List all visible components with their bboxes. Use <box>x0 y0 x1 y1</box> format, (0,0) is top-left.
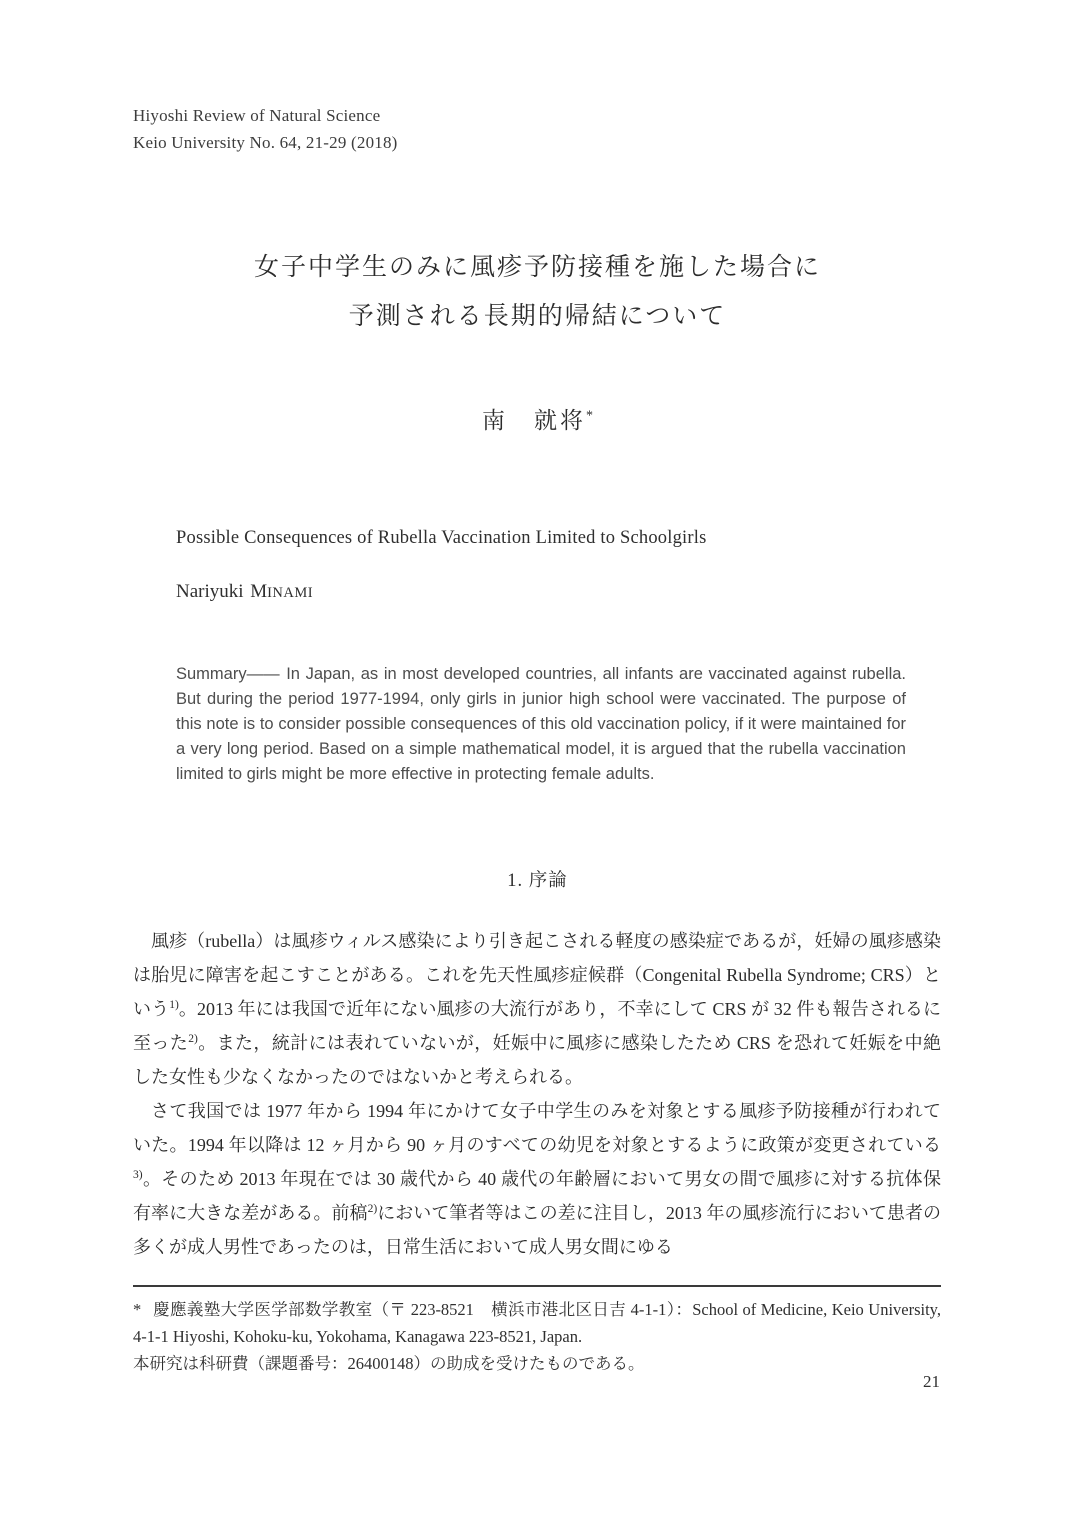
journal-name: Hiyoshi Review of Natural Science <box>133 106 381 125</box>
reference-mark-2b: 2) <box>367 1203 378 1215</box>
section-heading-introduction: 1. 序論 <box>507 871 568 891</box>
footnote-affiliation <box>133 1296 941 1350</box>
page-number: 21 <box>923 1372 940 1391</box>
author-family-initial: M <box>250 581 268 602</box>
paragraph-1-text-a: 風疹（rubella）は風疹ウィルス感染により引き起こされる軽度の感染症であるが，妊婦の風疹感染は胎児に障害を起こすことがある。これを先天性風疹症候群（Congenital Rubella Syndrome; CRS）という <box>133 931 941 1019</box>
paragraph-2-text-a: さて我国では 1977 年から 1994 年にかけて女子中学生のみを対象とする風疹予防接種が行われていた。1994 年以降は 12 ヶ月から 90 ヶ月のすべての幼児を対象とするように政策が変更されている <box>133 1101 941 1155</box>
footnote-asterisk: * <box>133 1300 142 1319</box>
paragraph-1-text-b: 。2013 年には我国で近年にない風疹の大流行があり，不幸にして CRS が 32 件も報告されるに至った <box>133 999 941 1053</box>
title-line-1: 女子中学生のみに風疹予防接種を施した場合に <box>253 254 821 281</box>
paper-title-japanese <box>0 243 1075 341</box>
paragraph-2-text-b: 。そのため 2013 年現在では 30 歳代から 40 歳代の年齢層において男女の間で風疹に対する抗体保有率に大きな差がある。前稿 <box>133 1169 941 1223</box>
paragraph-1 <box>133 924 941 1094</box>
author-japanese <box>0 402 1075 435</box>
author-english <box>176 581 313 603</box>
summary-text: In Japan, as in most developed countries, all infants are vaccinated against rubella. But during the period 1977-1994, only girls in junior high school were vaccinated. The purpose of this note is to consider possible consequences of this old vaccination policy, if it were maintained for a very long period. Based on a simple mathematical model, it is argued that the rubella vaccination limited to girls might be more effective in protecting female adults. <box>176 665 906 783</box>
abstract-summary <box>176 662 906 787</box>
journal-header <box>133 102 398 156</box>
paper-title-english: Possible Consequences of Rubella Vaccination Limited to Schoolgirls <box>176 528 707 548</box>
footnote-affiliation-text: 慶應義塾大学医学部数学教室（〒 223-8521 横浜市港北区日吉 4-1-1）：School of Medicine, Keio University, 4-1-1 Hiyoshi, Kohoku-ku, Yokohama, Kanagawa 223-8521, Japan. <box>133 1300 941 1346</box>
paragraph-2-text-c: において筆者等はこの差に注目し，2013 年の風疹流行において患者の多くが成人男性であったのは，日常生活において成人男女間にゆる <box>133 1203 941 1257</box>
footnote-grant: 本研究は科研費（課題番号：26400148）の助成を受けたものである。 <box>133 1354 645 1373</box>
title-line-2: 予測される長期的帰結について <box>348 303 727 330</box>
journal-issue: Keio University No. 64, 21-29 (2018) <box>133 133 398 152</box>
author-footnote-mark: * <box>586 408 593 424</box>
reference-mark-1: 1) <box>169 999 179 1011</box>
body-text <box>133 924 941 1264</box>
author-family-smallcaps: INAMI <box>267 585 314 601</box>
reference-mark-2: 2) <box>188 1033 198 1045</box>
author-japanese-name: 南 就将 <box>482 408 586 433</box>
footnote <box>133 1296 941 1377</box>
summary-label: Summary―― <box>176 665 280 683</box>
author-given-name: Nariyuki <box>176 581 244 602</box>
paragraph-1-text-c: 。また，統計には表れていないが，妊娠中に風疹に感染したため CRS を恐れて妊娠を中絶した女性も少なくなかったのではないかと考えられる。 <box>133 1033 941 1087</box>
paragraph-2 <box>133 1094 941 1264</box>
reference-mark-3: 3) <box>133 1169 143 1181</box>
footnote-divider <box>133 1285 941 1287</box>
